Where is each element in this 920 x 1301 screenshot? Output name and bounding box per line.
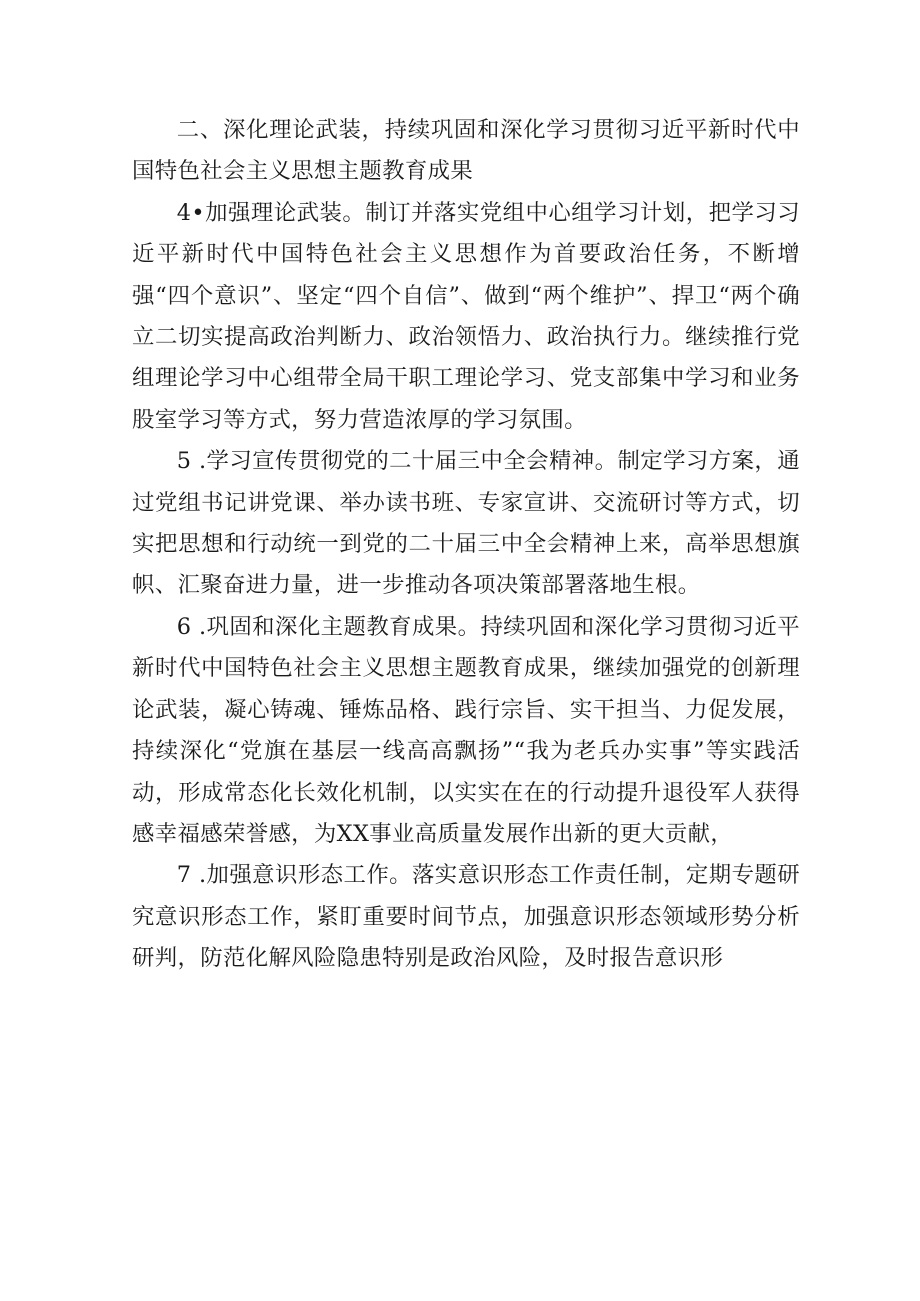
section-heading: 二、深化理论武装，持续巩固和深化学习贯彻习近平新时代中国特色社会主义思想主题教育成果 [132, 117, 800, 185]
paragraph-5: 5 .学习宣传贯彻党的二十届三中全会精神。制定学习方案，通过党组书记讲党课、举办读书班、专家宣讲、交流研讨等方式，切实把思想和行动统一到党的二十届三中全会精神上来，高举思想旗帜、汇聚奋进力量，进一步推动各项决策部署落地生根。 [132, 448, 800, 599]
paragraph-7: 7 .加强意识形态工作。落实意识形态工作责任制，定期专题研究意识形态工作，紧盯重要时间节点，加强意识形态领域形势分析研判，防范化解风险隐患特别是政治风险，及时报告意识形 [132, 862, 800, 972]
paragraph-4: 4•加强理论武装。制订并落实党组中心组学习计划，把学习习近平新时代中国特色社会主义思想作为首要政治任务，不断增强“四个意识”、坚定“四个自信”、做到“两个维护”、捍卫“两个确立二切实提高政治判断力、政治领悟力、政治执行力。继续推行党组理论学习中心组带全局干职工理论学习、党支部集中学习和业务股室学习等方式，努力营造浓厚的学习氛围。 [132, 199, 800, 433]
paragraph-6: 6 .巩固和深化主题教育成果。持续巩固和深化学习贯彻习近平新时代中国特色社会主义思想主题教育成果，继续加强党的创新理论武装，凝心铸魂、锤炼品格、践行宗旨、实干担当、力促发展，持续深化“党旗在基层一线高高飘扬”“我为老兵办实事”等实践活动，形成常态化长效化机制，以实实在在的行动提升退役军人获得感幸福感荣誉感，为XX事业高质量发展作出新的更大贡献， [132, 613, 800, 847]
